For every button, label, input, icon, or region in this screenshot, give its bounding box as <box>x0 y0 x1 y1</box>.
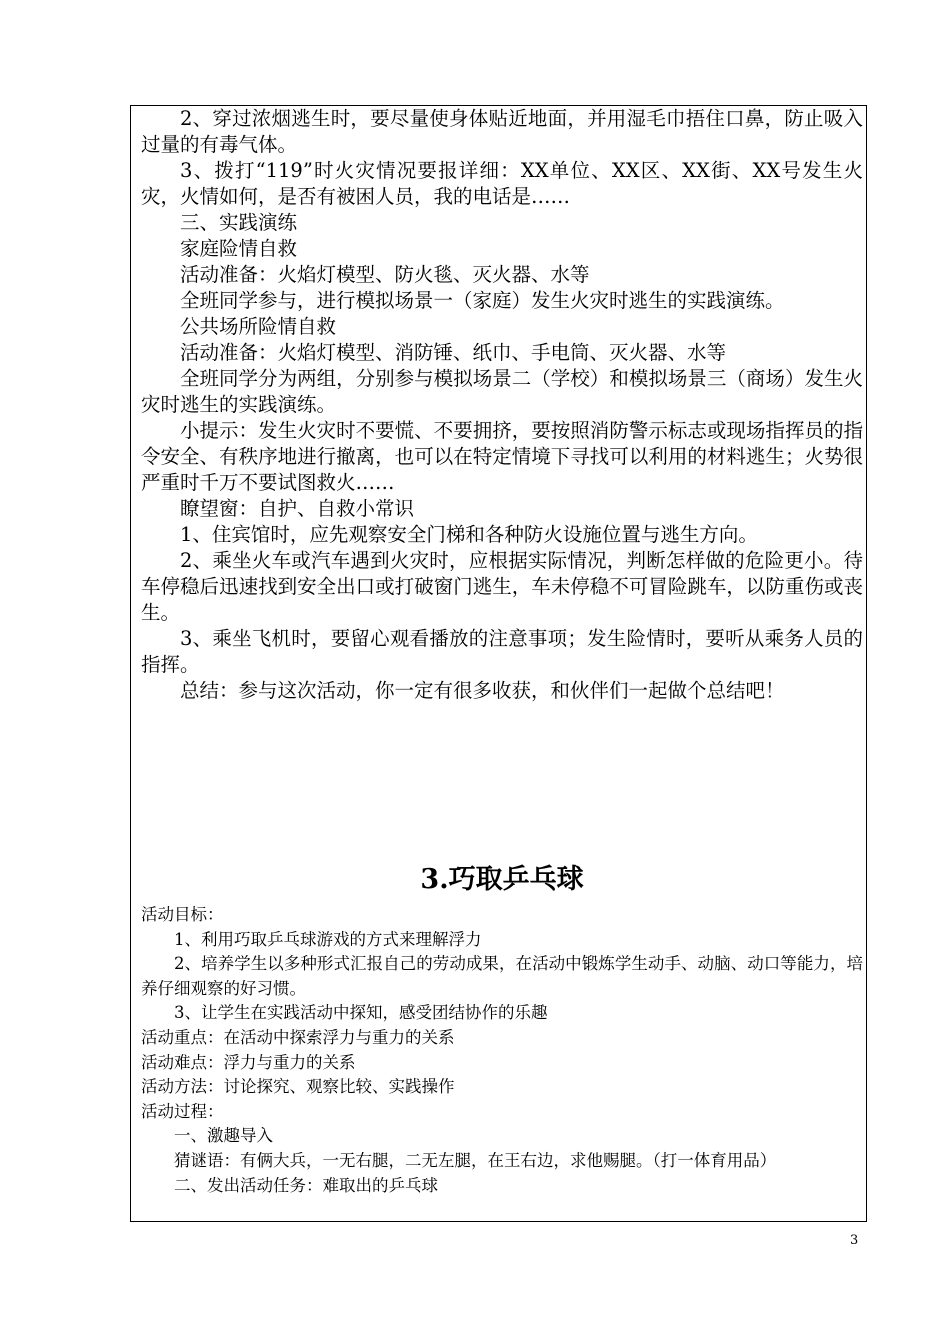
lower-text-block <box>141 903 863 1198</box>
paragraph: 全班同学参与，进行模拟场景一（家庭）发生火灾时逃生的实践演练。 <box>180 289 785 312</box>
paragraph: 瞭望窗：自护、自救小常识 <box>180 497 415 520</box>
paragraph: 1、利用巧取乒乓球游戏的方式来理解浮力 <box>174 929 482 949</box>
paragraph: 小提示：发生火灾时不要慌、不要拥挤，要按照消防警示标志或现场指挥员的指令安全、有秩序地进行撤离，也可以在特定情境下寻找可以利用的材料逃生；火势很严重时千万不要试图救火…… <box>141 419 863 494</box>
paragraph: 3、乘坐飞机时，要留心观看播放的注意事项；发生险情时，要听从乘务人员的指挥。 <box>141 627 863 676</box>
paragraph: 全班同学分为两组，分别参与模拟场景二（学校）和模拟场景三（商场）发生火灾时逃生的实践演练。 <box>141 367 863 416</box>
upper-text-block <box>141 106 863 704</box>
paragraph: 活动重点：在活动中探索浮力与重力的关系 <box>141 1027 455 1047</box>
paragraph: 一、激趣导入 <box>174 1126 273 1146</box>
paragraph: 活动准备：火焰灯模型、消防锤、纸巾、手电筒、灭火器、水等 <box>180 341 727 364</box>
paragraph: 活动难点：浮力与重力的关系 <box>141 1052 356 1072</box>
paragraph: 家庭险情自救 <box>180 237 298 260</box>
paragraph: 2、乘坐火车或汽车遇到火灾时，应根据实际情况，判断怎样做的危险更小。待车停稳后迅速找到安全出口或打破窗门逃生，车未停稳不可冒险跳车，以防重伤或丧生。 <box>141 549 863 624</box>
page-number: 3 <box>850 1233 859 1248</box>
paragraph: 二、发出活动任务：难取出的乒乓球 <box>174 1175 438 1195</box>
paragraph: 活动过程： <box>141 1101 224 1121</box>
paragraph: 2、穿过浓烟逃生时，要尽量使身体贴近地面，并用湿毛巾捂住口鼻，防止吸入过量的有毒气体。 <box>141 107 863 156</box>
paragraph: 3、让学生在实践活动中探知，感受团结协作的乐趣 <box>174 1003 548 1023</box>
paragraph: 活动目标： <box>141 905 224 924</box>
paragraph: 1、住宾馆时，应先观察安全门梯和各种防火设施位置与逃生方向。 <box>180 523 758 546</box>
paragraph: 2、培养学生以多种形式汇报自己的劳动成果，在活动中锻炼学生动手、动脑、动口等能力，培养仔细观察的好习惯。 <box>141 954 863 998</box>
paragraph: 公共场所险情自救 <box>180 315 337 338</box>
paragraph: 活动方法：讨论探究、观察比较、实践操作 <box>141 1077 455 1097</box>
paragraph: 3、拨打“119”时火灾情况要报详细：XX单位、XX区、XX街、XX号发生火灾，火情如何，是否有被困人员，我的电话是…… <box>141 159 863 208</box>
paragraph: 三、实践演练 <box>180 211 298 234</box>
paragraph: 活动准备：火焰灯模型、防火毯、灭火器、水等 <box>180 263 590 286</box>
paragraph: 猜谜语：有俩大兵，一无右腿，二无左腿，在王右边，求他赐腿。（打一体育用品） <box>174 1150 777 1170</box>
section-title: 3.巧取乒乓球 <box>420 864 584 895</box>
paragraph: 总结：参与这次活动，你一定有很多收获，和伙伴们一起做个总结吧！ <box>180 679 785 702</box>
